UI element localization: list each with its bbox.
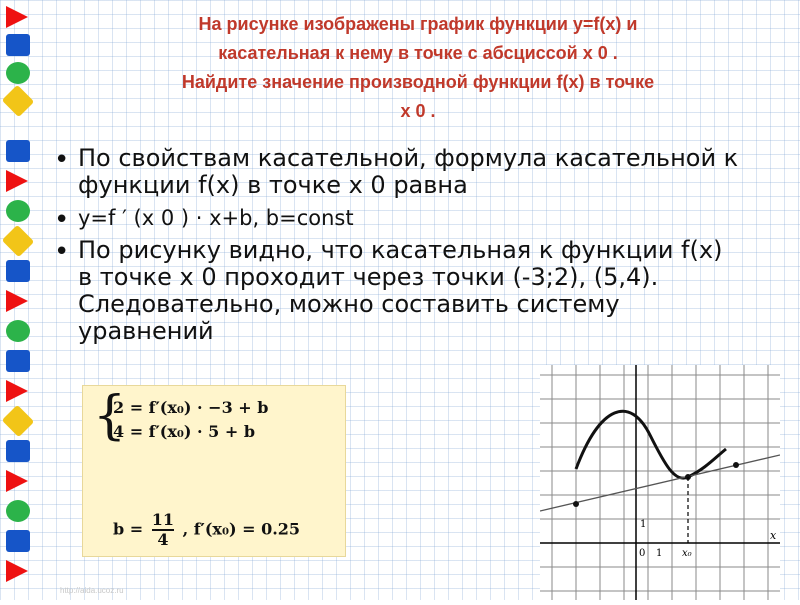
- blue-cube-icon: [6, 140, 30, 162]
- function-curve: [576, 411, 726, 478]
- red-triangle-icon: [6, 560, 28, 582]
- red-triangle-icon: [6, 170, 28, 192]
- fraction-numerator: 11: [151, 510, 175, 529]
- bullet-dot-icon: •: [54, 145, 70, 175]
- bullet-text: По свойствам касательной, формула касательной к функции f(x) в точке x 0 равна: [78, 144, 739, 199]
- fraction: [152, 511, 174, 549]
- green-ball-icon: [6, 320, 30, 342]
- label-zero: 0: [639, 548, 646, 559]
- label-one-x: 1: [656, 548, 663, 559]
- bullet-item: [52, 205, 742, 235]
- function-graph: [540, 365, 780, 600]
- slide-title: [48, 10, 788, 126]
- green-ball-icon: [6, 500, 30, 522]
- tangent-point-right: [733, 462, 739, 468]
- green-ball-icon: [6, 200, 30, 222]
- red-triangle-icon: [6, 380, 28, 402]
- title-line: Найдите значение производной функции f(x) в точке: [181, 72, 655, 92]
- bullet-text: По рисунку видно, что касательная к функции f(x) в точке x 0 проходит через точки (-3;2), (5,4). Следовательно, можно составить систему уравнений: [78, 236, 723, 345]
- blue-cube-icon: [6, 34, 30, 56]
- label-x-axis: x: [770, 529, 777, 542]
- bullet-dot-icon: •: [54, 205, 70, 235]
- yellow-diamond-icon: [2, 85, 35, 118]
- answer-prefix: b =: [113, 519, 144, 539]
- brace-icon: {: [93, 386, 127, 446]
- bullet-item: [52, 145, 742, 199]
- green-ball-icon: [6, 62, 30, 84]
- graph-canvas: [540, 365, 780, 600]
- blue-cube-icon: [6, 530, 30, 552]
- label-x0: x₀: [682, 548, 692, 559]
- yellow-diamond-icon: [2, 225, 35, 258]
- title-line: касательная к нему в точке с абсциссой x 0 .: [218, 43, 618, 63]
- answer-suffix: , f′(x₀) = 0.25: [182, 519, 301, 539]
- equation-2: 4 = f′(x₀) · 5 + b: [113, 422, 256, 441]
- equation-system: [93, 386, 269, 446]
- label-one-y: 1: [640, 519, 647, 530]
- bullet-item: [52, 237, 742, 345]
- red-triangle-icon: [6, 6, 28, 28]
- title-line: На рисунке изображены график функции y=f(x) и: [198, 14, 638, 34]
- tangent-point-left: [573, 501, 579, 507]
- yellow-diamond-icon: [2, 405, 35, 438]
- decorative-strip: [0, 0, 40, 600]
- fraction-denominator: 4: [157, 530, 169, 549]
- bullet-list: [52, 145, 742, 351]
- answer-line: [113, 511, 300, 549]
- blue-cube-icon: [6, 440, 30, 462]
- title-line: x 0 .: [400, 101, 436, 121]
- bullet-text: y=f ′ (x 0 ) · x+b, b=const: [78, 206, 354, 230]
- red-triangle-icon: [6, 470, 28, 492]
- watermark: http://aida.ucoz.ru: [60, 586, 124, 595]
- equation-system-box: [82, 385, 346, 557]
- bullet-dot-icon: •: [54, 237, 70, 267]
- equation-1: 2 = f′(x₀) · −3 + b: [113, 398, 269, 417]
- red-triangle-icon: [6, 290, 28, 312]
- blue-cube-icon: [6, 350, 30, 372]
- blue-cube-icon: [6, 260, 30, 282]
